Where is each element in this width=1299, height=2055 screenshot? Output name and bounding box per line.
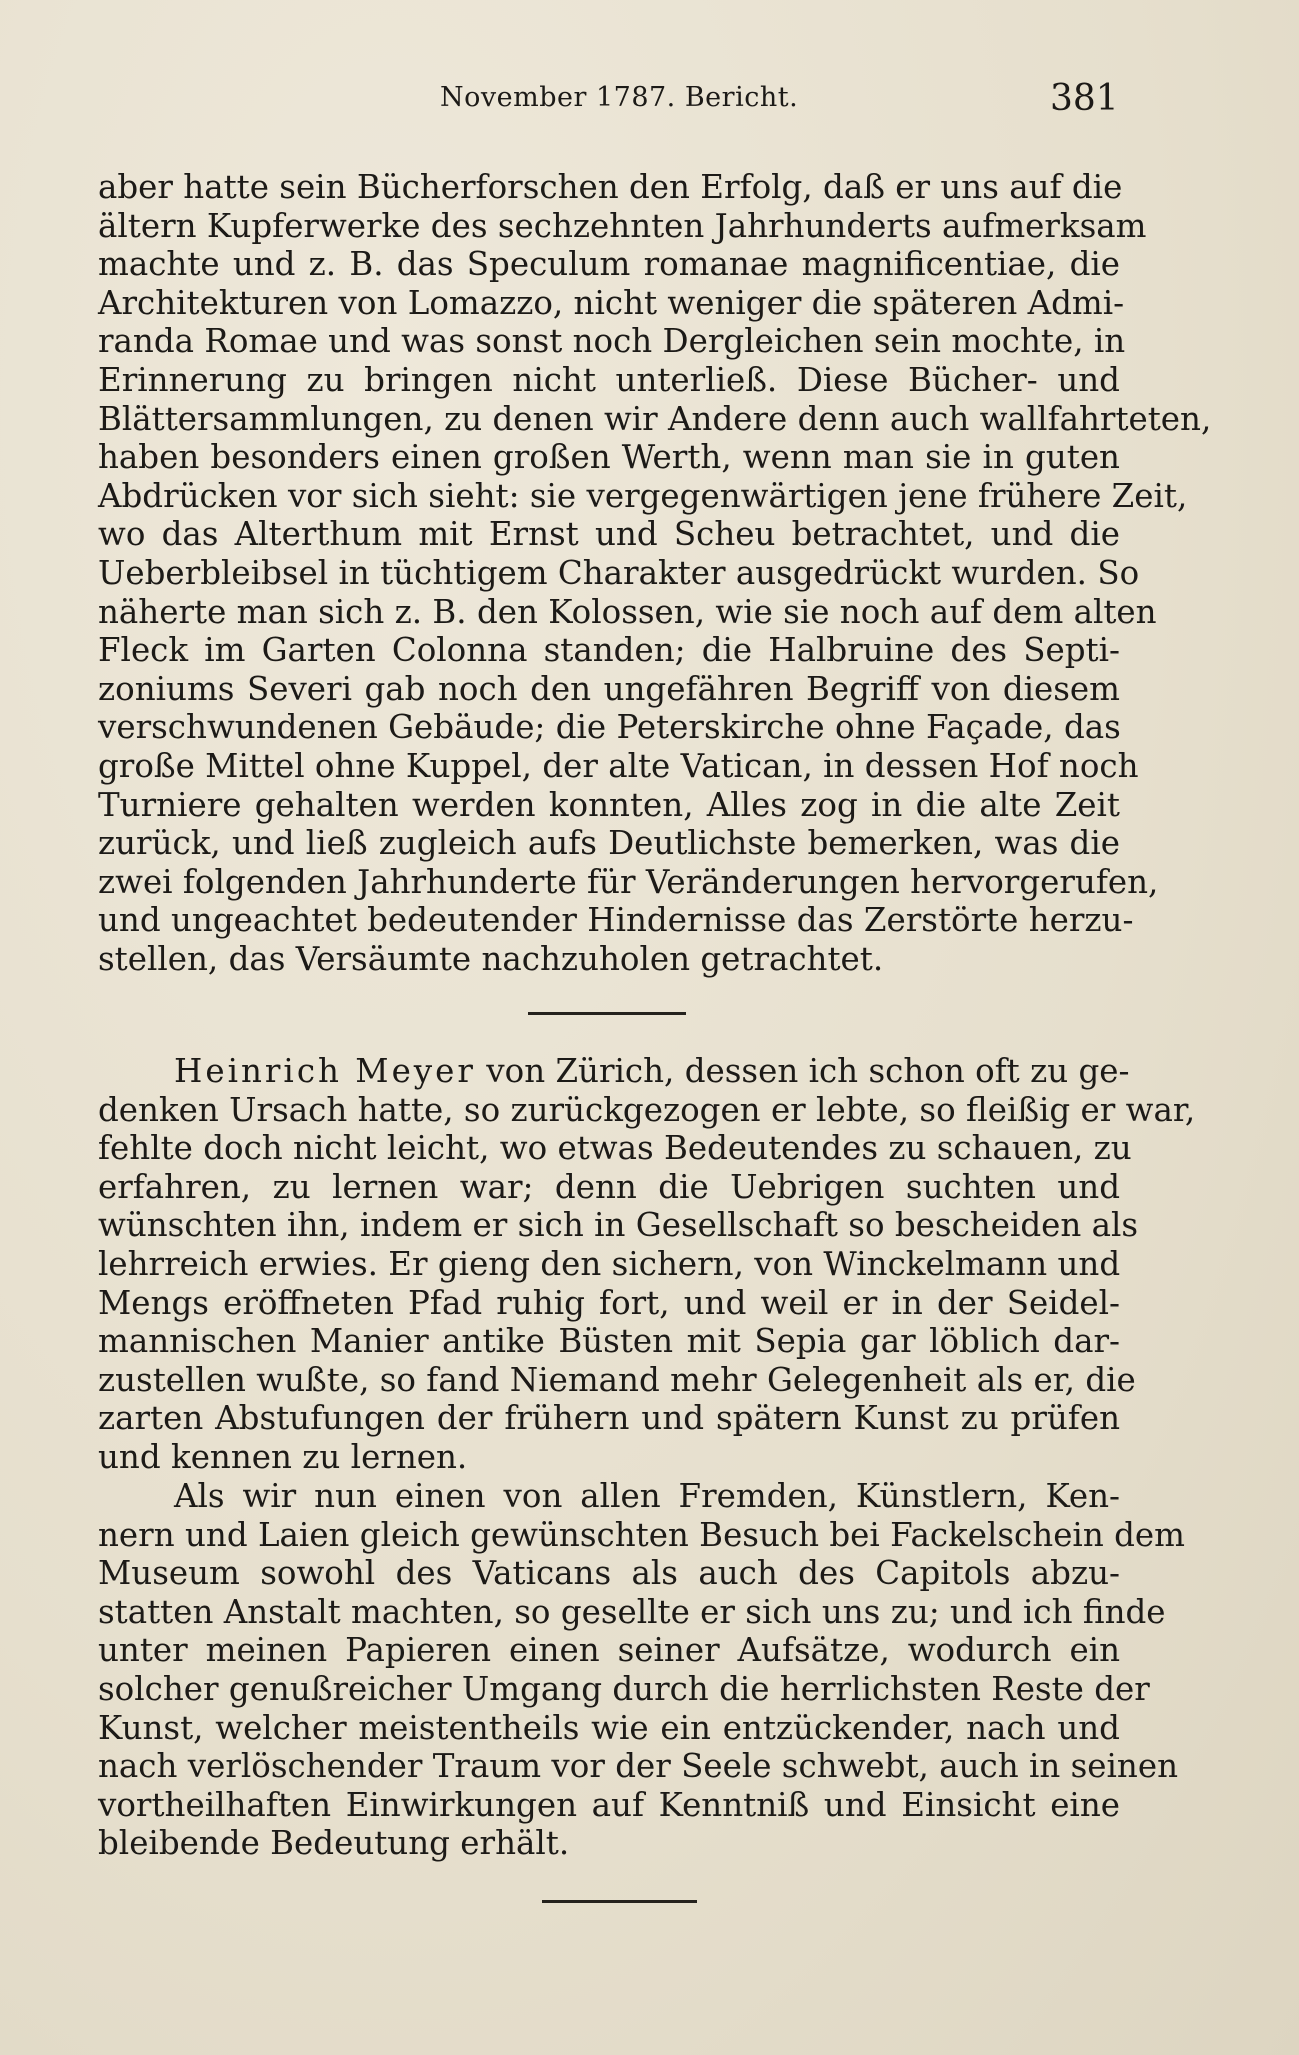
text-line: denken Ursach hatte, so zurückgezogen er lebte, so fleißig er war, (98, 1090, 1196, 1129)
text-line: fehlte doch nicht leicht, wo etwas Bedeutendes zu schauen, zu (98, 1129, 1132, 1168)
text-line: stellen, das Versäumte nachzuholen getrachtet. (98, 939, 884, 978)
text-line: Mengs eröffneten Pfad ruhig fort, und weil er in der Seidel- (98, 1283, 1120, 1322)
page-number: 381 (1050, 78, 1119, 119)
text-line: randa Romae und was sonst noch Dergleichen sein mochte, in (98, 322, 1126, 361)
text-line: statten Anstalt machten, so gesellte er sich uns zu; und ich finde (98, 1592, 1166, 1631)
text-line: lehrreich erwies. Er gieng den sichern, von Winckelmann und (98, 1244, 1121, 1283)
text-line: wünschten ihn, indem er sich in Gesellschaft so bescheiden als (98, 1206, 1139, 1245)
text-line: ältern Kupferwerke des sechzehnten Jahrhunderts aufmerksam (98, 206, 1147, 245)
text-line: Blättersammlungen, zu denen wir Andere denn auch wallfahrteten, (98, 399, 1212, 438)
text-line: wo das Alterthum mit Ernst und Scheu betrachtet, und die (98, 515, 1120, 554)
text-line: bleibende Bedeutung erhält. (98, 1824, 570, 1863)
text-line: solcher genußreicher Umgang durch die herrlichsten Reste der (98, 1669, 1150, 1708)
text-line: näherte man sich z. B. den Kolossen, wie sie noch auf dem alten (98, 592, 1157, 631)
text-line: und ungeachtet bedeutender Hindernisse das Zerstörte herzu- (98, 901, 1134, 940)
text-line: zoniums Severi gab noch den ungefähren Begriff von diesem (98, 669, 1120, 708)
text-line (98, 1052, 1130, 1091)
text-line: vortheilhaften Einwirkungen auf Kenntniß und Einsicht eine (98, 1785, 1120, 1824)
text-line: verschwundenen Gebäude; die Peterskirche ohne Façade, das (98, 708, 1121, 747)
running-head: November 1787. Bericht. (440, 82, 799, 113)
text-line: nach verlöschender Traum vor der Seele schwebt, auch in seinen (98, 1747, 1179, 1786)
section-divider (528, 1012, 686, 1015)
text-line: zustellen wußte, so fand Niemand mehr Gelegenheit als er, die (98, 1360, 1136, 1399)
text-line: unter meinen Papieren einen seiner Aufsätze, wodurch ein (98, 1631, 1120, 1670)
text-line: zarten Abstufungen der frühern und spätern Kunst zu prüfen (98, 1399, 1120, 1438)
text-line: große Mittel ohne Kuppel, der alte Vatican, in dessen Hof noch (98, 746, 1139, 785)
paragraph-1 (98, 168, 1212, 978)
text-line: Architekturen von Lomazzo, nicht weniger die späteren Admi- (98, 283, 1125, 322)
text-line: mannischen Manier antike Büsten mit Sepia gar löblich dar- (98, 1322, 1120, 1361)
text-line: machte und z. B. das Speculum romanae magnificentiae, die (98, 245, 1120, 284)
text-line: Abdrücken vor sich sieht: sie vergegenwärtigen jene frühere Zeit, (98, 476, 1188, 515)
text-line: nern und Laien gleich gewünschten Besuch bei Fackelschein dem (98, 1515, 1185, 1554)
text-line: haben besonders einen großen Werth, wenn man sie in guten (98, 438, 1120, 477)
text-line: aber hatte sein Bücherforschen den Erfolg, daß er uns auf die (98, 168, 1123, 206)
text-line: Kunst, welcher meistentheils wie ein entzückender, nach und (98, 1708, 1120, 1747)
text-line: Ueberbleibsel in tüchtigem Charakter ausgedrückt wurden. So (98, 553, 1140, 592)
text-line: zurück, und ließ zugleich aufs Deutlichste bemerken, was die (98, 824, 1120, 863)
text-line: Als wir nun einen von allen Fremden, Künstlern, Ken- (174, 1477, 1120, 1515)
person-name: Heinrich Meyer (174, 1052, 476, 1090)
end-divider (542, 1900, 697, 1903)
paragraph-3 (98, 1477, 1185, 1863)
text-line: zwei folgenden Jahrhunderte für Veränderungen hervorgerufen, (98, 862, 1159, 901)
text-line: erfahren, zu lernen war; denn die Uebrigen suchten und (98, 1167, 1120, 1206)
text-line: Fleck im Garten Colonna standen; die Halbruine des Septi- (98, 631, 1120, 670)
text-line: und kennen zu lernen. (98, 1437, 468, 1476)
text-line: Erinnerung zu bringen nicht unterließ. Diese Bücher- und (98, 360, 1120, 399)
text-run: von Zürich, dessen ich schon oft zu ge- (475, 1052, 1130, 1090)
text-line: Museum sowohl des Vaticans als auch des Capitols abzu- (98, 1554, 1120, 1593)
text-line: Turniere gehalten werden konnten, Alles zog in die alte Zeit (98, 785, 1120, 824)
paragraph-2 (98, 1052, 1196, 1477)
